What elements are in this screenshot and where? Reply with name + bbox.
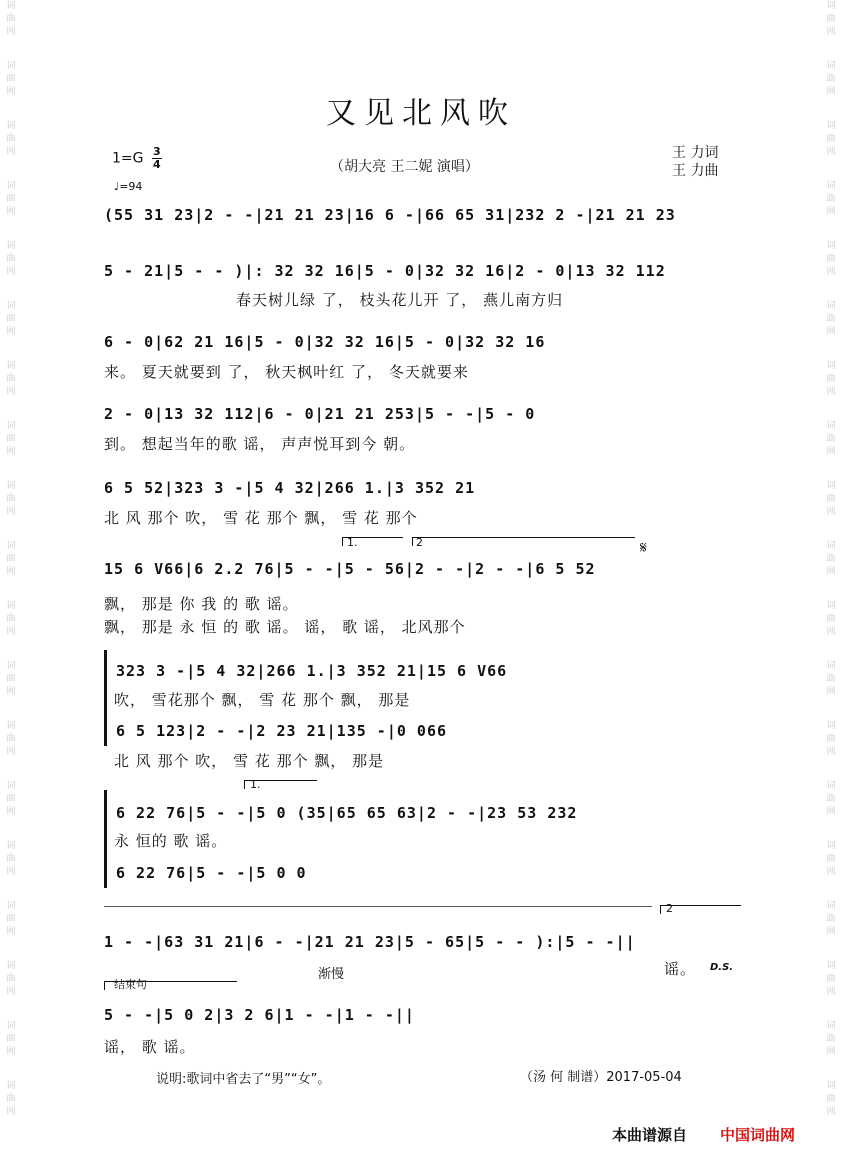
watermark-mark: 词 曲 网	[6, 421, 16, 457]
watermark-mark: 词 曲 网	[826, 481, 836, 517]
watermark-mark: 词 曲 网	[826, 661, 836, 697]
lyrics-row-9: 永 恒的 歌 谣。	[114, 832, 228, 850]
watermark-mark: 词 曲 网	[826, 1, 836, 37]
lyrics-row-5: 北 风 那个 吹， 雪 花 那个 飘， 雪 花 那个	[104, 509, 418, 527]
watermark-mark: 词 曲 网	[6, 1081, 16, 1117]
segno-sign: 𝄋	[640, 538, 647, 557]
rit-marking: 渐慢	[318, 967, 345, 982]
watermark-mark: 词 曲 网	[6, 541, 16, 577]
watermark-mark: 词 曲 网	[826, 1021, 836, 1057]
notation-row-10: 6 22 76|5 - -|5 0 0	[116, 864, 307, 882]
second-ending-label-2: 2	[666, 902, 673, 915]
watermark-mark: 词 曲 网	[826, 841, 836, 877]
watermark-mark: 词 曲 网	[6, 1021, 16, 1057]
repeat-slur-line	[104, 906, 652, 907]
watermark-mark: 词 曲 网	[6, 121, 16, 157]
watermark-mark: 词 曲 网	[826, 421, 836, 457]
watermark-mark: 词 曲 网	[826, 901, 836, 937]
watermark-mark: 词 曲 网	[6, 721, 16, 757]
watermark-mark: 词 曲 网	[6, 481, 16, 517]
transcriber-date: （汤 何 制谱）2017-05-04	[520, 1070, 682, 1085]
lyrics-row-11: 谣。	[664, 960, 697, 978]
time-signature: $\frac{3}{4}$	[152, 145, 161, 171]
credits	[672, 144, 718, 180]
watermark-left	[2, 0, 20, 1171]
ds-marking: D.S.	[710, 962, 734, 973]
notation-row-5: 6 5 52|323 3 -|5 4 32|266 1.|3 352 21	[104, 479, 476, 497]
notation-row-9: 6 22 76|5 - -|5 0 (35|65 65 63|2 - -|23 53 232	[116, 804, 578, 822]
notation-row-8: 6 5 123|2 - -|2 23 21|135 -|0 066	[116, 722, 448, 740]
explanation-note: 说明:歌词中省去了“男”“女”。	[156, 1072, 331, 1087]
coda-label: 结束句	[114, 978, 147, 991]
second-ending-label: 2	[416, 536, 423, 549]
watermark-mark: 词 曲 网	[6, 61, 16, 97]
notation-row-3: 6 - 0|62 21 16|5 - 0|32 32 16|5 - 0|32 32 16	[104, 333, 546, 351]
notation-row-4: 2 - 0|13 32 112|6 - 0|21 21 253|5 - -|5 - 0	[104, 405, 536, 423]
first-ending-label-2: 1.	[250, 778, 261, 791]
lyrics-row-7: 吹， 雪花那个 飘， 雪 花 那个 飘， 那是	[114, 691, 411, 709]
watermark-mark: 词 曲 网	[826, 601, 836, 637]
notation-row-7: 323 3 -|5 4 32|266 1.|3 352 21|15 6 V66	[116, 662, 508, 680]
notation-row-11: 1 - -|63 31 21|6 - -|21 21 23|5 - 65|5 - - ):|5 - -||	[104, 933, 636, 951]
watermark-mark: 词 曲 网	[826, 541, 836, 577]
watermark-mark: 词 曲 网	[826, 1081, 836, 1117]
watermark-mark: 词 曲 网	[6, 241, 16, 277]
watermark-mark: 词 曲 网	[826, 121, 836, 157]
source-label: 本曲谱源自	[612, 1126, 688, 1144]
lyrics-row-8: 北 风 那个 吹， 雪 花 那个 飘， 那是	[114, 752, 385, 770]
lyrics-row-12: 谣， 歌 谣。	[104, 1038, 196, 1056]
watermark-mark: 词 曲 网	[6, 301, 16, 337]
watermark-mark: 词 曲 网	[6, 841, 16, 877]
key-signature: 1=G $\frac{3}{4}$	[112, 145, 161, 171]
watermark-mark: 词 曲 网	[6, 361, 16, 397]
watermark-mark: 词 曲 网	[826, 301, 836, 337]
watermark-mark: 词 曲 网	[826, 241, 836, 277]
source-site-link[interactable]: 中国词曲网	[720, 1126, 796, 1144]
first-ending-label: 1.	[347, 536, 358, 549]
watermark-mark: 词 曲 网	[826, 781, 836, 817]
watermark-mark: 词 曲 网	[6, 661, 16, 697]
lyrics-row-6a: 飘， 那是 你 我 的 歌 谣。	[104, 595, 299, 613]
watermark-mark: 词 曲 网	[6, 1, 16, 37]
notation-row-6: 15 6 V66|6 2.2 76|5 - -|5 - 56|2 - -|2 - -|6 5 52	[104, 560, 596, 578]
system-bracket-2	[104, 790, 107, 888]
performers: （胡大亮 王二妮 演唱）	[330, 159, 479, 175]
notation-row-1: (55 31 23|2 - -|21 21 23|16 6 -|66 65 31|232 2 -|21 21 23	[104, 206, 676, 224]
watermark-mark: 词 曲 网	[6, 901, 16, 937]
watermark-mark: 词 曲 网	[826, 721, 836, 757]
watermark-mark: 词 曲 网	[826, 181, 836, 217]
song-title: 又见北风吹	[326, 96, 516, 131]
watermark-right	[822, 0, 840, 1171]
lyrics-row-3: 来。 夏天就要到 了， 秋天枫叶红 了， 冬天就要来	[104, 363, 469, 381]
tempo-marking: ♩=94	[114, 180, 143, 193]
lyricist: 王 力词	[672, 145, 719, 161]
composer: 王 力曲	[672, 163, 719, 179]
lyrics-row-2: 春天树儿绿 了， 枝头花儿开 了， 燕儿南方归	[236, 291, 564, 309]
watermark-mark: 词 曲 网	[6, 601, 16, 637]
watermark-mark: 词 曲 网	[826, 361, 836, 397]
notation-row-12: 5 - -|5 0 2|3 2 6|1 - -|1 - -||	[104, 1006, 415, 1024]
lyrics-row-6b: 飘， 那是 永 恒 的 歌 谣。 谣， 歌 谣， 北风那个	[104, 618, 466, 636]
lyrics-row-4: 到。 想起当年的歌 谣， 声声悦耳到今 朝。	[104, 435, 416, 453]
second-ending-bracket	[412, 537, 635, 546]
watermark-mark: 词 曲 网	[6, 961, 16, 997]
watermark-mark: 词 曲 网	[826, 961, 836, 997]
watermark-mark: 词 曲 网	[6, 181, 16, 217]
notation-row-2: 5 - 21|5 - - )|: 32 32 16|5 - 0|32 32 16|2 - 0|13 32 112	[104, 262, 666, 280]
watermark-mark: 词 曲 网	[826, 61, 836, 97]
system-bracket-1	[104, 650, 107, 746]
watermark-mark: 词 曲 网	[6, 781, 16, 817]
